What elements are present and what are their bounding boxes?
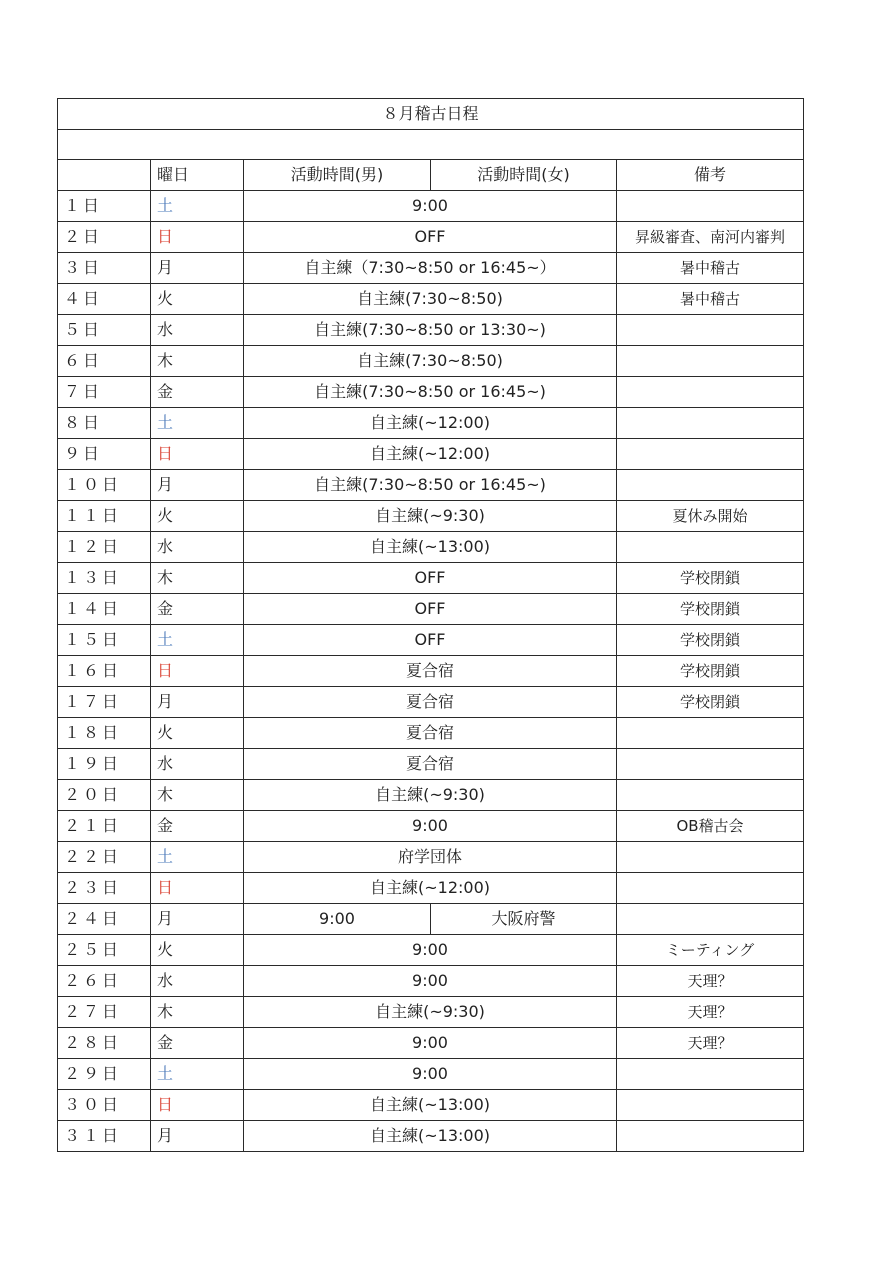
schedule-row bbox=[58, 1090, 804, 1121]
day-cell: １６日 bbox=[58, 656, 151, 687]
note-cell bbox=[617, 842, 804, 873]
day-cell: ９日 bbox=[58, 439, 151, 470]
day-cell: １２日 bbox=[58, 532, 151, 563]
schedule-row bbox=[58, 501, 804, 532]
schedule-row bbox=[58, 904, 804, 935]
header-weekday: 曜日 bbox=[151, 160, 244, 191]
schedule-row bbox=[58, 470, 804, 501]
day-cell: ３１日 bbox=[58, 1121, 151, 1152]
activity-cell: OFF bbox=[244, 625, 617, 656]
activity-cell: 自主練(~9:30) bbox=[244, 501, 617, 532]
schedule-row bbox=[58, 284, 804, 315]
note-cell bbox=[617, 439, 804, 470]
weekday-cell: 木 bbox=[151, 997, 244, 1028]
schedule-row bbox=[58, 749, 804, 780]
schedule-row bbox=[58, 346, 804, 377]
schedule-row bbox=[58, 873, 804, 904]
schedule-title: ８月稽古日程 bbox=[58, 99, 804, 130]
weekday-cell: 火 bbox=[151, 935, 244, 966]
weekday-cell: 月 bbox=[151, 1121, 244, 1152]
schedule-row bbox=[58, 811, 804, 842]
activity-cell: 自主練(7:30~8:50 or 16:45~) bbox=[244, 377, 617, 408]
activity-cell: 自主練(~9:30) bbox=[244, 997, 617, 1028]
note-cell bbox=[617, 718, 804, 749]
weekday-cell: 日 bbox=[151, 873, 244, 904]
activity-cell: 9:00 bbox=[244, 1059, 617, 1090]
weekday-cell: 土 bbox=[151, 842, 244, 873]
weekday-cell: 木 bbox=[151, 346, 244, 377]
schedule-row bbox=[58, 966, 804, 997]
day-cell: １７日 bbox=[58, 687, 151, 718]
activity-cell: 自主練(~12:00) bbox=[244, 408, 617, 439]
activity-cell: 自主練(~9:30) bbox=[244, 780, 617, 811]
weekday-cell: 火 bbox=[151, 284, 244, 315]
schedule-row bbox=[58, 532, 804, 563]
activity-cell: 自主練(7:30~8:50 or 16:45~) bbox=[244, 470, 617, 501]
activity-cell: 自主練(7:30~8:50 or 13:30~) bbox=[244, 315, 617, 346]
weekday-cell: 金 bbox=[151, 811, 244, 842]
day-cell: ７日 bbox=[58, 377, 151, 408]
schedule-row bbox=[58, 1059, 804, 1090]
day-cell: １４日 bbox=[58, 594, 151, 625]
title-row bbox=[58, 99, 804, 130]
day-cell: ２４日 bbox=[58, 904, 151, 935]
note-cell bbox=[617, 532, 804, 563]
day-cell: １８日 bbox=[58, 718, 151, 749]
weekday-cell: 水 bbox=[151, 532, 244, 563]
note-cell: 天理？ bbox=[617, 966, 804, 997]
weekday-cell: 土 bbox=[151, 191, 244, 222]
activity-cell: 夏合宿 bbox=[244, 718, 617, 749]
schedule-row bbox=[58, 780, 804, 811]
weekday-cell: 木 bbox=[151, 563, 244, 594]
day-cell: １９日 bbox=[58, 749, 151, 780]
weekday-cell: 金 bbox=[151, 1028, 244, 1059]
schedule-row bbox=[58, 439, 804, 470]
note-cell: 夏休み開始 bbox=[617, 501, 804, 532]
day-cell: ２２日 bbox=[58, 842, 151, 873]
note-cell: 暑中稽古 bbox=[617, 253, 804, 284]
note-cell: 天理？ bbox=[617, 997, 804, 1028]
note-cell: 天理？ bbox=[617, 1028, 804, 1059]
header-row bbox=[58, 160, 804, 191]
schedule-row bbox=[58, 718, 804, 749]
activity-cell: 9:00 bbox=[244, 1028, 617, 1059]
day-cell: ８日 bbox=[58, 408, 151, 439]
day-cell: １５日 bbox=[58, 625, 151, 656]
schedule-row bbox=[58, 935, 804, 966]
weekday-cell: 土 bbox=[151, 1059, 244, 1090]
weekday-cell: 日 bbox=[151, 656, 244, 687]
schedule-table bbox=[57, 98, 804, 1152]
weekday-cell: 水 bbox=[151, 966, 244, 997]
weekday-cell: 月 bbox=[151, 904, 244, 935]
activity-cell: 自主練(7:30~8:50) bbox=[244, 346, 617, 377]
day-cell: ５日 bbox=[58, 315, 151, 346]
activity-cell: 自主練(~13:00) bbox=[244, 1121, 617, 1152]
weekday-cell: 月 bbox=[151, 253, 244, 284]
day-cell: ２７日 bbox=[58, 997, 151, 1028]
activity-cell: 自主練(7:30~8:50) bbox=[244, 284, 617, 315]
note-cell: 学校閉鎖 bbox=[617, 563, 804, 594]
schedule-row bbox=[58, 563, 804, 594]
note-cell: 学校閉鎖 bbox=[617, 656, 804, 687]
blank-row bbox=[58, 130, 804, 160]
weekday-cell: 土 bbox=[151, 408, 244, 439]
schedule-row bbox=[58, 377, 804, 408]
note-cell: 学校閉鎖 bbox=[617, 625, 804, 656]
weekday-cell: 木 bbox=[151, 780, 244, 811]
activity-cell: 自主練(~12:00) bbox=[244, 439, 617, 470]
note-cell: ミーティング bbox=[617, 935, 804, 966]
day-cell: １１日 bbox=[58, 501, 151, 532]
activity-cell: 9:00 bbox=[244, 811, 617, 842]
day-cell: ３日 bbox=[58, 253, 151, 284]
note-cell: 学校閉鎖 bbox=[617, 594, 804, 625]
male-activity-cell: 9:00 bbox=[244, 904, 431, 935]
activity-cell: 夏合宿 bbox=[244, 749, 617, 780]
day-cell: ２日 bbox=[58, 222, 151, 253]
day-cell: ２８日 bbox=[58, 1028, 151, 1059]
weekday-cell: 水 bbox=[151, 315, 244, 346]
schedule-row bbox=[58, 687, 804, 718]
blank-cell bbox=[58, 130, 804, 160]
activity-cell: 自主練(~13:00) bbox=[244, 1090, 617, 1121]
weekday-cell: 日 bbox=[151, 1090, 244, 1121]
activity-cell: OFF bbox=[244, 563, 617, 594]
note-cell bbox=[617, 749, 804, 780]
day-cell: １０日 bbox=[58, 470, 151, 501]
activity-cell: OFF bbox=[244, 222, 617, 253]
activity-cell: 9:00 bbox=[244, 935, 617, 966]
day-cell: ３０日 bbox=[58, 1090, 151, 1121]
weekday-cell: 日 bbox=[151, 439, 244, 470]
schedule-row bbox=[58, 625, 804, 656]
day-cell: ２６日 bbox=[58, 966, 151, 997]
note-cell: OB稽古会 bbox=[617, 811, 804, 842]
day-cell: １日 bbox=[58, 191, 151, 222]
schedule-row bbox=[58, 408, 804, 439]
day-cell: ２０日 bbox=[58, 780, 151, 811]
weekday-cell: 月 bbox=[151, 687, 244, 718]
note-cell bbox=[617, 470, 804, 501]
day-cell: １３日 bbox=[58, 563, 151, 594]
note-cell bbox=[617, 1121, 804, 1152]
weekday-cell: 日 bbox=[151, 222, 244, 253]
note-cell bbox=[617, 191, 804, 222]
day-cell: ２１日 bbox=[58, 811, 151, 842]
schedule-row bbox=[58, 253, 804, 284]
activity-cell: 9:00 bbox=[244, 191, 617, 222]
header-female-time: 活動時間(女) bbox=[431, 160, 617, 191]
schedule-row bbox=[58, 842, 804, 873]
note-cell bbox=[617, 377, 804, 408]
schedule-row bbox=[58, 997, 804, 1028]
day-cell: ４日 bbox=[58, 284, 151, 315]
day-cell: ６日 bbox=[58, 346, 151, 377]
schedule-row bbox=[58, 656, 804, 687]
activity-cell: 自主練(~12:00) bbox=[244, 873, 617, 904]
note-cell: 学校閉鎖 bbox=[617, 687, 804, 718]
schedule-row bbox=[58, 222, 804, 253]
female-activity-cell: 大阪府警 bbox=[431, 904, 617, 935]
activity-cell: 9:00 bbox=[244, 966, 617, 997]
note-cell bbox=[617, 780, 804, 811]
day-cell: ２３日 bbox=[58, 873, 151, 904]
note-cell bbox=[617, 1059, 804, 1090]
weekday-cell: 水 bbox=[151, 749, 244, 780]
activity-cell: 府学団体 bbox=[244, 842, 617, 873]
weekday-cell: 火 bbox=[151, 718, 244, 749]
activity-cell: OFF bbox=[244, 594, 617, 625]
schedule-row bbox=[58, 1121, 804, 1152]
note-cell bbox=[617, 904, 804, 935]
note-cell bbox=[617, 346, 804, 377]
activity-cell: 夏合宿 bbox=[244, 687, 617, 718]
note-cell: 昇級審査、南河内審判 bbox=[617, 222, 804, 253]
note-cell: 暑中稽古 bbox=[617, 284, 804, 315]
schedule-row bbox=[58, 1028, 804, 1059]
header-male-time: 活動時間(男) bbox=[244, 160, 431, 191]
weekday-cell: 土 bbox=[151, 625, 244, 656]
weekday-cell: 火 bbox=[151, 501, 244, 532]
note-cell bbox=[617, 408, 804, 439]
note-cell bbox=[617, 1090, 804, 1121]
activity-cell: 夏合宿 bbox=[244, 656, 617, 687]
activity-cell: 自主練(~13:00) bbox=[244, 532, 617, 563]
weekday-cell: 金 bbox=[151, 594, 244, 625]
note-cell bbox=[617, 873, 804, 904]
schedule-row bbox=[58, 594, 804, 625]
day-cell: ２５日 bbox=[58, 935, 151, 966]
note-cell bbox=[617, 315, 804, 346]
schedule-row bbox=[58, 191, 804, 222]
header-notes: 備考 bbox=[617, 160, 804, 191]
weekday-cell: 金 bbox=[151, 377, 244, 408]
weekday-cell: 月 bbox=[151, 470, 244, 501]
day-cell: ２９日 bbox=[58, 1059, 151, 1090]
activity-cell: 自主練（7:30~8:50 or 16:45~） bbox=[244, 253, 617, 284]
schedule-row bbox=[58, 315, 804, 346]
header-day bbox=[58, 160, 151, 191]
